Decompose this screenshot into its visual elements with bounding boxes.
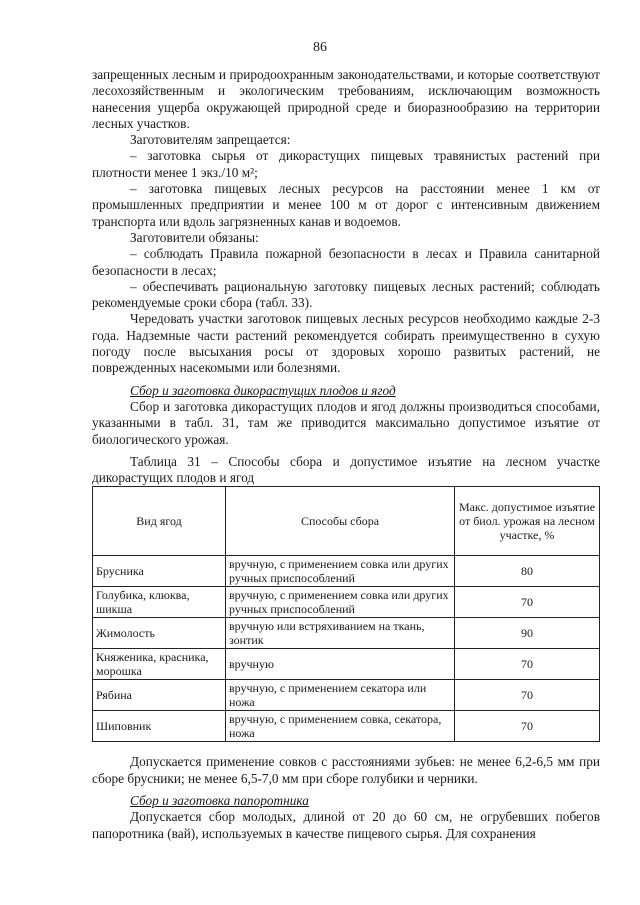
paragraph: Допускается применение совков с расстояниями зубьев: не менее 6,2-6,5 мм при сборе брусники; не менее 6,5-7,0 мм при сборе голубики и черники.: [92, 754, 600, 786]
max-harvest-percent: 80: [455, 556, 600, 587]
paragraph: – соблюдать Правила пожарной безопасности в лесах и Правила санитарной безопасности в лесах;: [92, 246, 600, 278]
max-harvest-percent: 70: [455, 649, 600, 680]
table-row: [93, 680, 600, 711]
table-row: [93, 556, 600, 587]
collection-method: вручную или встряхиванием на ткань, зонтик: [226, 618, 455, 649]
berry-name: Шиповник: [93, 711, 226, 742]
paragraph: Заготовители обязаны:: [130, 229, 259, 245]
max-harvest-percent: 70: [455, 680, 600, 711]
berry-name: Рябина: [93, 680, 226, 711]
table-row: [93, 649, 600, 680]
paragraph: Допускается сбор молодых, длиной от 20 до 60 см, не огрубевших побегов папоротника (вай), используемых в качестве пищевого сырья. Для сохранения: [92, 809, 600, 841]
column-header: Макс. допустимое изъятие от биол. урожая на лесном участке, %: [455, 487, 600, 556]
table-row: [93, 587, 600, 618]
collection-method: вручную, с применением секатора или ножа: [226, 680, 455, 711]
paragraph: – заготовка пищевых лесных ресурсов на расстоянии менее 1 км от промышленных предприятии и менее 100 м от дорог с интенсивным движением транспорта или вдоль загрязненных канав и водоемов.: [92, 181, 600, 229]
table-row: [93, 711, 600, 742]
column-header: Способы сбора: [226, 487, 455, 556]
paragraph: Сбор и заготовка дикорастущих плодов и ягод должны производиться способами, указанными в табл. 31, там же приводится максимально допустимое изъятие от биологического урожая.: [92, 398, 600, 447]
collection-method: вручную: [226, 649, 455, 680]
page-content: [92, 67, 600, 842]
berry-name: Жимолость: [93, 618, 226, 649]
paragraph: – обеспечивать рациональную заготовку пищевых лесных растений; соблюдать рекомендуемые сроки сбора (табл. 33).: [92, 278, 600, 311]
max-harvest-percent: 70: [455, 711, 600, 742]
berry-name: Голубика, клюква, шикша: [93, 587, 226, 618]
section-heading: Сбор и заготовка папоротника: [130, 793, 309, 809]
berry-name: Брусника: [93, 556, 226, 587]
max-harvest-percent: 70: [455, 587, 600, 618]
berry-name: Княженика, красника, морошка: [93, 649, 226, 680]
paragraph: Заготовителям запрещается:: [130, 132, 291, 148]
paragraph: запрещенных лесным и природоохранным законодательствами, и которые соответствуют лесохозяйственным и экологическим требованиям, исключающим возможность нанесения ущерба окружающей природной среде и биоразнообразию на территории лесных участков.: [92, 67, 600, 131]
collection-method: вручную, с применением совка или других ручных приспособлений: [226, 587, 455, 618]
max-harvest-percent: 90: [455, 618, 600, 649]
paragraph: Чередовать участки заготовок пищевых лесных ресурсов необходимо каждые 2-3 года. Надземные части растений рекомендуется собирать преимущественно в сухую погоду после высыхания росы от здоровых хорошо развитых растений, не поврежденных насекомыми или болезнями.: [92, 311, 600, 376]
table-caption: Таблица 31 – Способы сбора и допустимое изъятие на лесном участке дикорастущих плодов и ягод: [92, 453, 600, 486]
table-row: [93, 618, 600, 649]
paragraph: – заготовка сырья от дикорастущих пищевых травянистых растений при плотности менее 1 экз./10 м²;: [92, 148, 600, 180]
berries-table: [92, 486, 600, 742]
page-number: 86: [313, 40, 327, 55]
table-header-row: [93, 487, 600, 556]
collection-method: вручную, с применением совка, секатора, ножа: [226, 711, 455, 742]
section-heading: Сбор и заготовка дикорастущих плодов и ягод: [130, 382, 396, 398]
collection-method: вручную, с применением совка или других ручных приспособлений: [226, 556, 455, 587]
column-header: Вид ягод: [93, 487, 226, 556]
